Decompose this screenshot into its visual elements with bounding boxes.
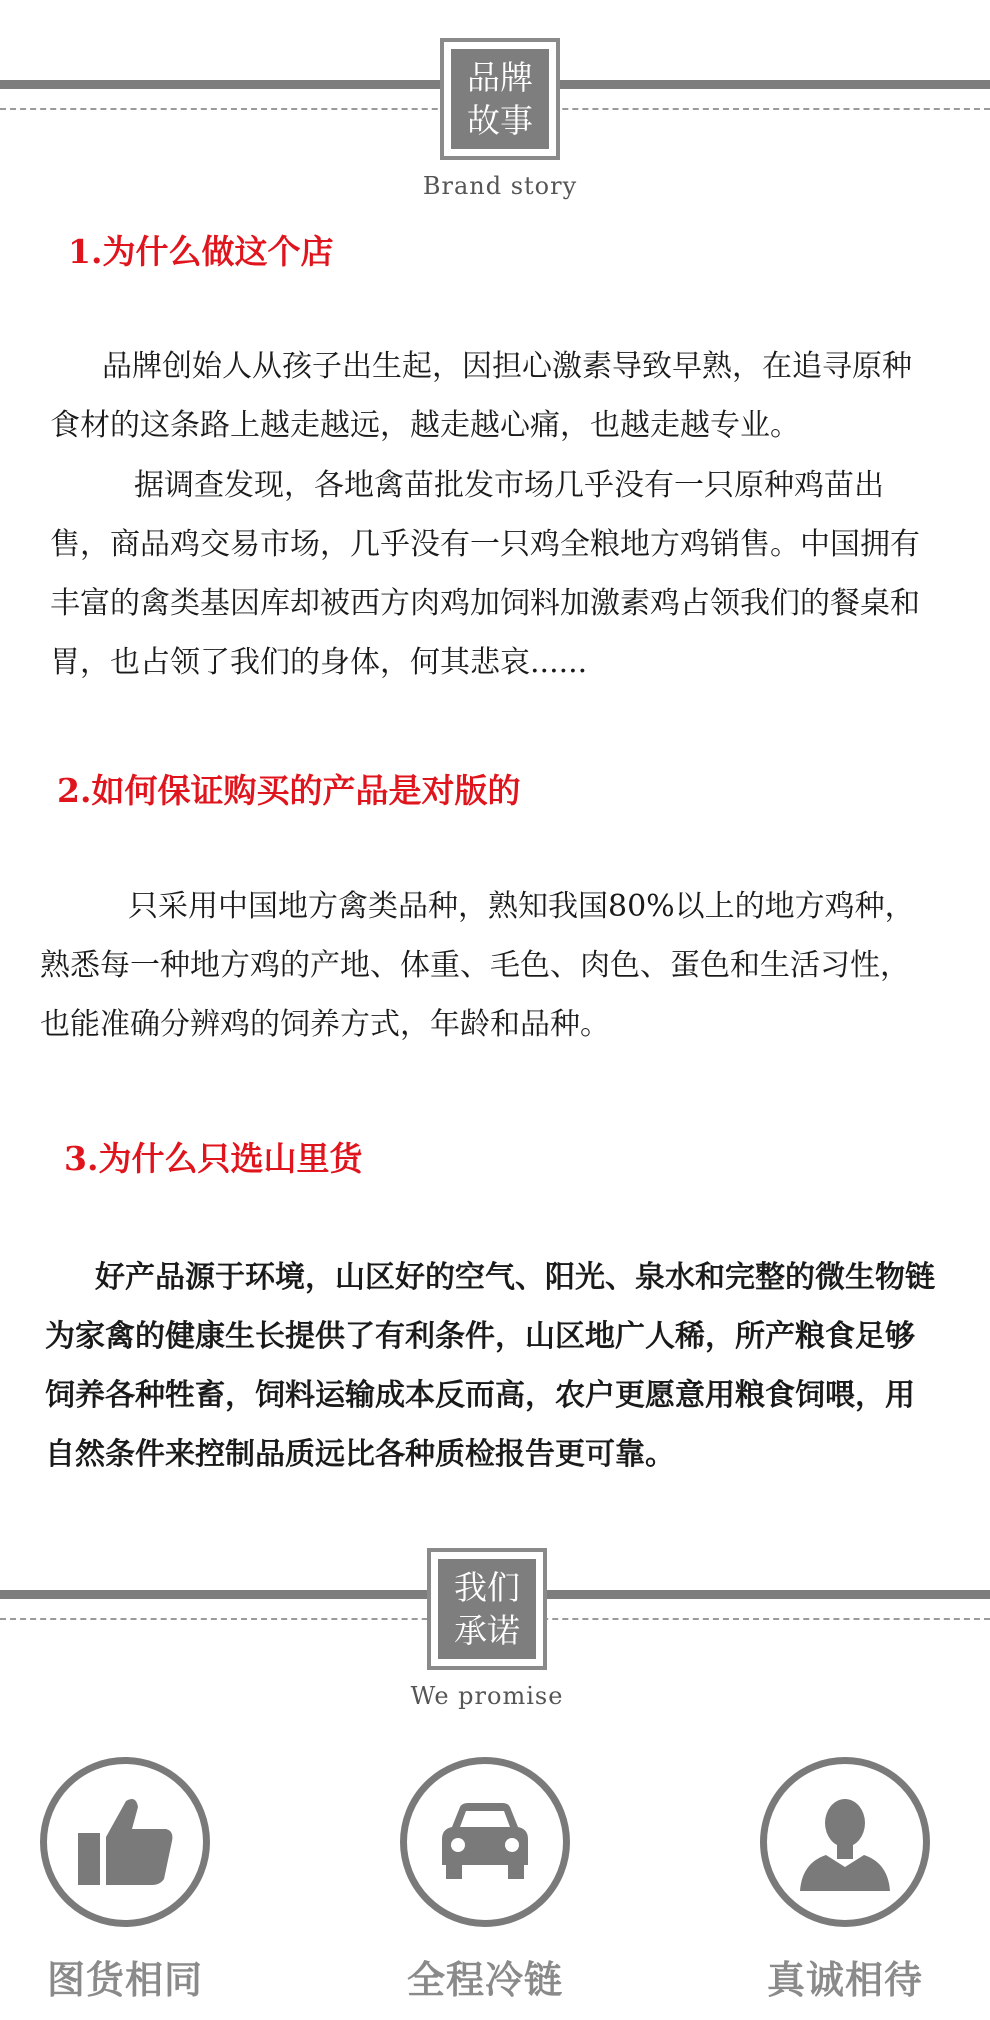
section-1-title: 1.为什么做这个店 [68, 232, 334, 271]
promise-header [0, 1540, 990, 1710]
brand-story-badge [440, 38, 560, 160]
car-icon [430, 1787, 540, 1897]
badge-line-2: 故事 [467, 101, 533, 140]
promise-item-sincerity [750, 1757, 940, 2004]
promise-badge [427, 1548, 547, 1670]
section-2-title: 2.如何保证购买的产品是对版的 [57, 771, 521, 810]
section-3-title: 3.为什么只选山里货 [64, 1139, 363, 1178]
thumbs-up-icon [70, 1787, 180, 1897]
section-2-paragraph-1: 只采用中国地方禽类品种，熟知我国80%以上的地方鸡种，熟悉每一种地方鸡的产地、体重、毛色、肉色、蛋色和生活习性，也能准确分辨鸡的饲养方式，年龄和品种。 [40, 889, 915, 1042]
promise-label: 真诚相待 [766, 1957, 923, 2002]
section-1-paragraph-2: 据调查发现，各地禽苗批发市场几乎没有一只原种鸡苗出售，商品鸡交易市场，几乎没有一只鸡全粮地方鸡销售。中国拥有丰富的禽类基因库却被西方肉鸡加饲料加激素鸡占领我们的餐桌和胃，也占领了我们的身体，何其悲哀...... [50, 468, 920, 680]
promise-item-same-as-picture [30, 1757, 220, 2004]
section-3-paragraph-1: 好产品源于环境，山区好的空气、阳光、泉水和完整的微生物链为家禽的健康生长提供了有利条件，山区地广人稀，所产粮食足够饲养各种牲畜，饲料运输成本反而高，农户更愿意用粮食饲喂，用自然条件来控制品质远比各种质检报告更可靠。 [45, 1260, 935, 1472]
promise-circle [400, 1757, 570, 1927]
brand-story-header [0, 30, 990, 200]
promise-subtitle: We promise [410, 1682, 564, 1710]
badge-line-1: 我们 [454, 1568, 520, 1607]
brand-story-subtitle: Brand story [422, 172, 578, 200]
person-icon [790, 1787, 900, 1897]
badge-line-1: 品牌 [467, 58, 533, 97]
promise-circle [760, 1757, 930, 1927]
promise-item-cold-chain [390, 1757, 580, 2004]
promise-label: 全程冷链 [406, 1957, 563, 2002]
promise-circle [40, 1757, 210, 1927]
promise-label: 图货相同 [46, 1957, 203, 2002]
section-1-paragraph-1: 品牌创始人从孩子出生起，因担心激素导致早熟，在追寻原种食材的这条路上越走越远，越走越心痛，也越走越专业。 [50, 349, 912, 443]
badge-line-2: 承诺 [454, 1611, 520, 1650]
